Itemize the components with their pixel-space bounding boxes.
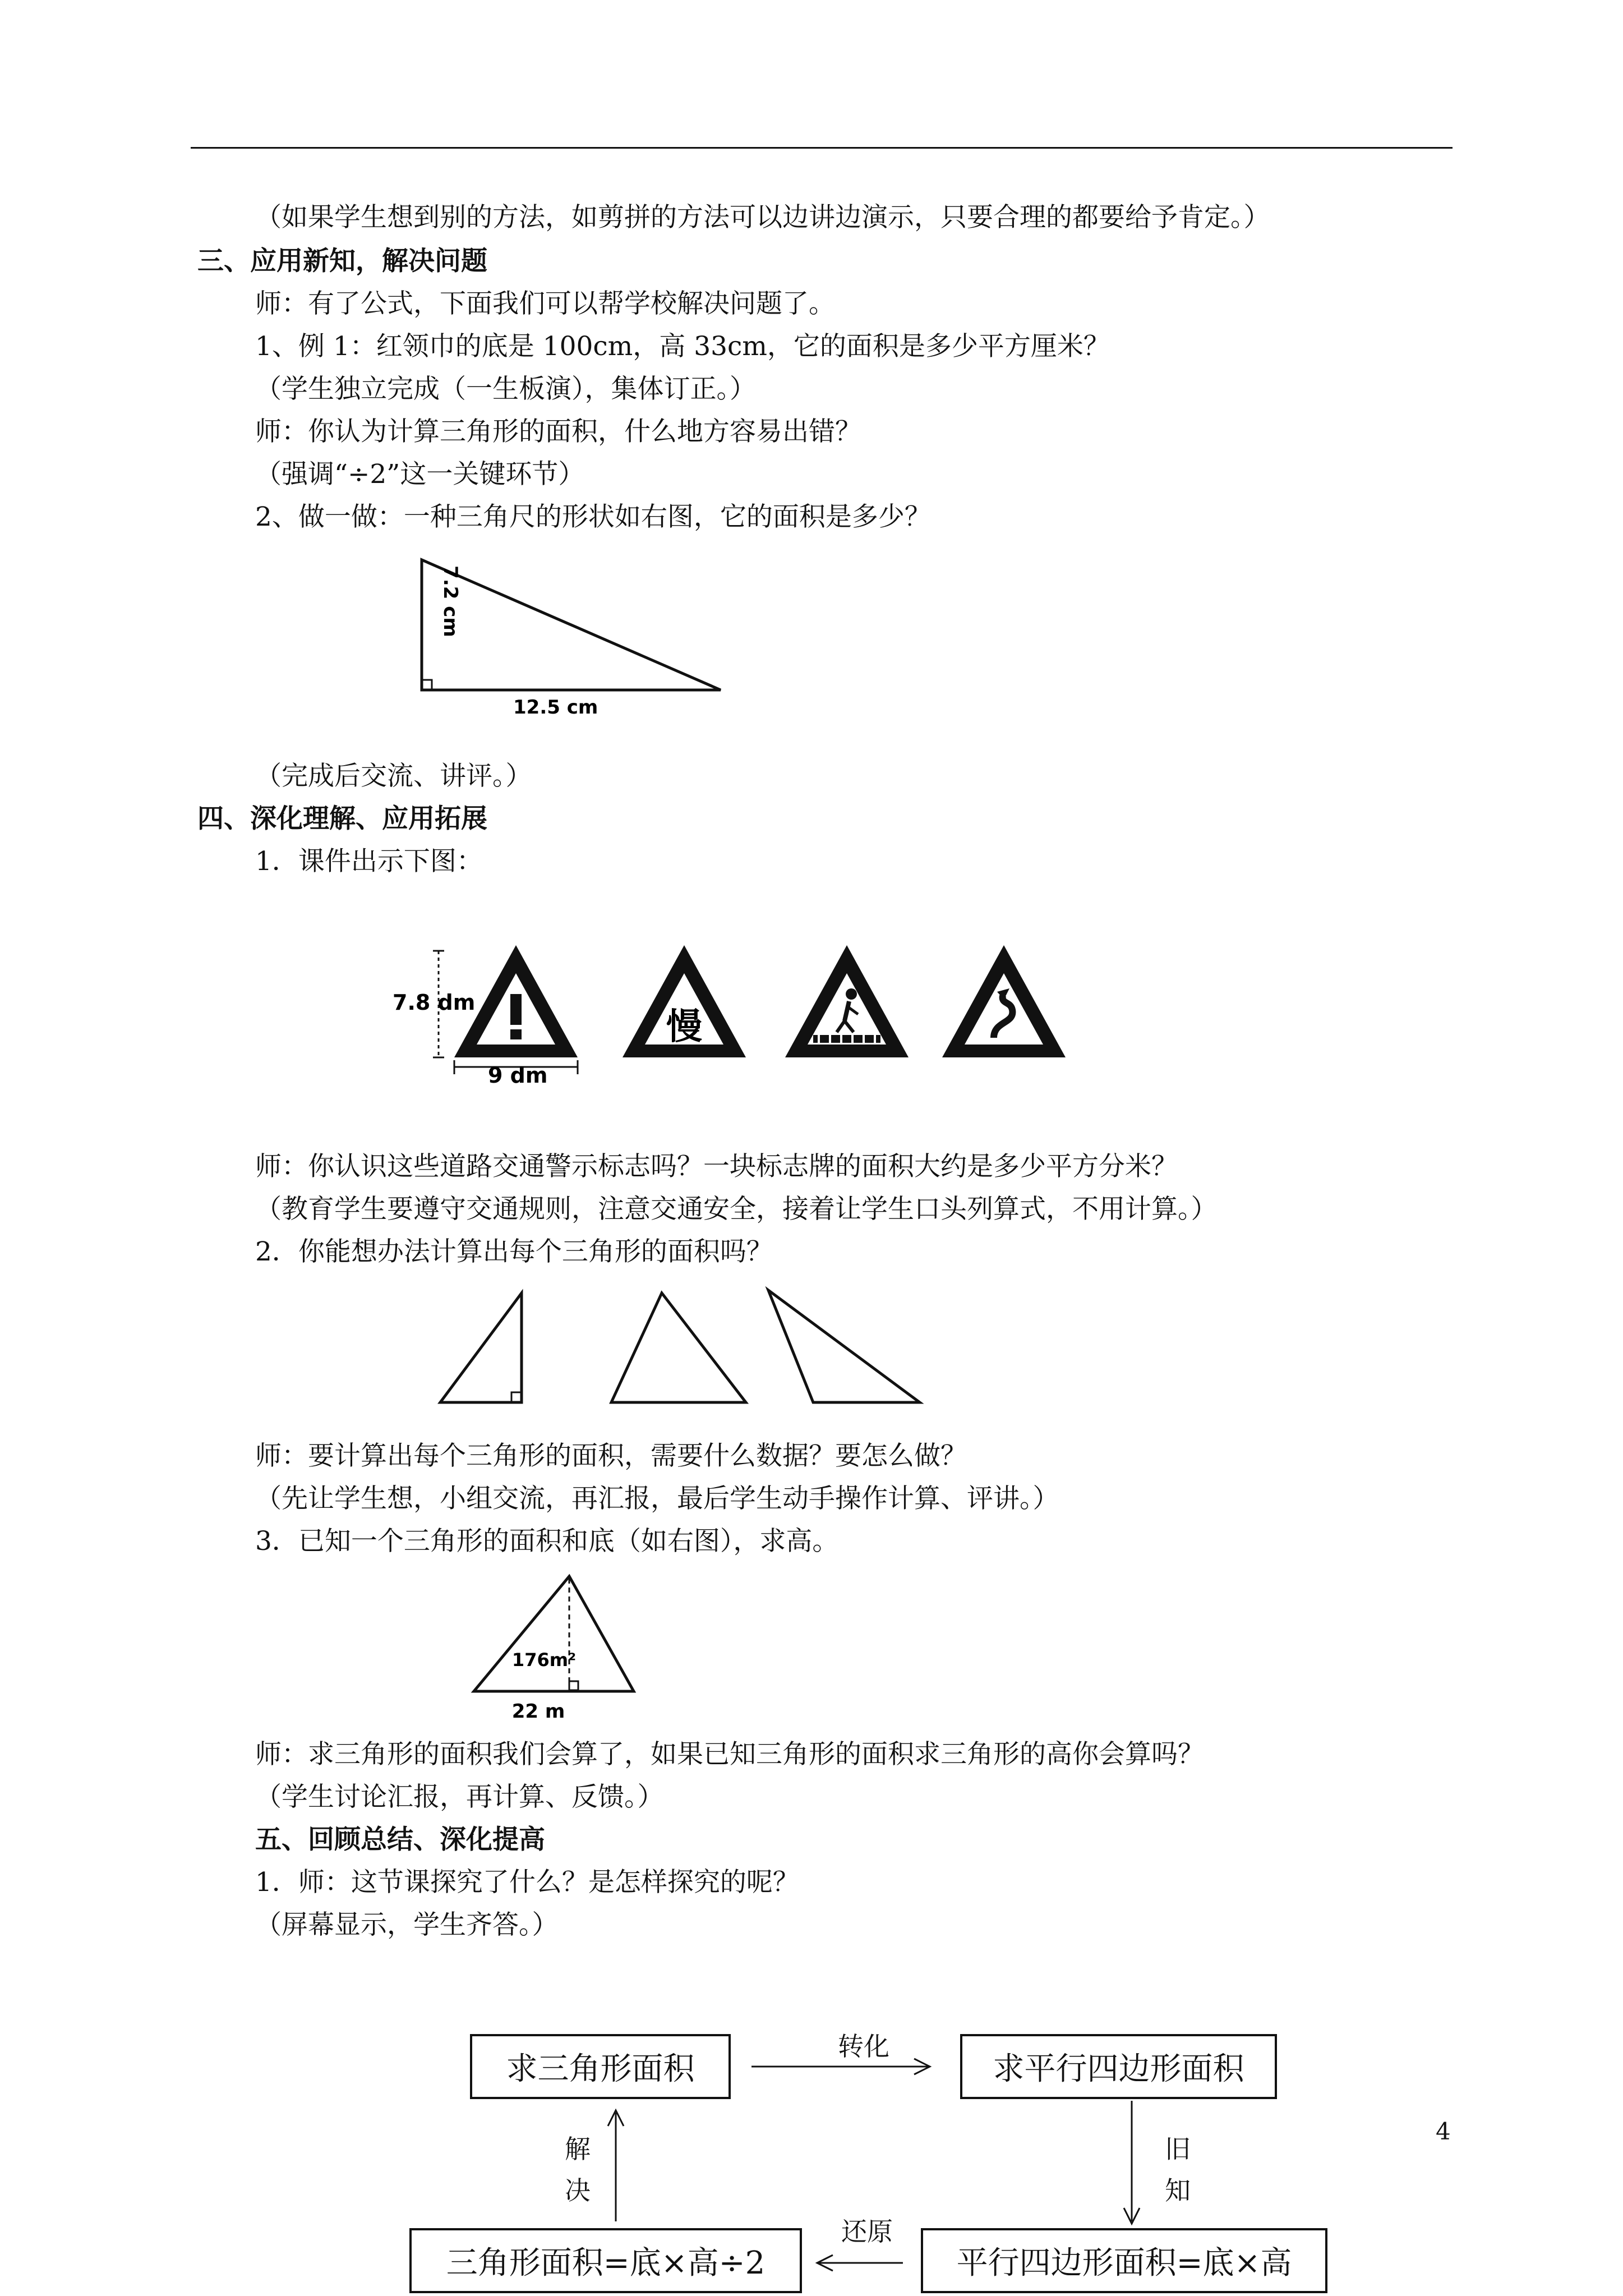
section-heading-4: 四、深化理解、应用拓展 [197,803,487,834]
paragraph: 1．课件出示下图： [255,846,483,877]
flow-box-triangle-area: 求三角形面积 [470,2034,731,2099]
area-label: 176m² [511,1649,577,1671]
paragraph: 师：你认识这些道路交通警示标志吗？一块标志牌的面积大约是多少平方分米？ [255,1151,1178,1182]
sign-base-label: 9 dm [488,1063,548,1088]
right-angle-mark [422,680,432,690]
right-triangle [440,1293,522,1402]
paragraph: 1、例 1：红领巾的底是 100cm，高 33cm，它的面积是多少平方厘米？ [255,331,1110,362]
obtuse-triangle [768,1290,920,1402]
paragraph: （如果学生想到别的方法，如剪拼的方法可以边讲边演示，只要合理的都要给予肯定。） [255,202,1270,233]
paragraph: 2．你能想办法计算出每个三角形的面积吗？ [255,1236,773,1267]
paragraph: （教育学生要遵守交通规则，注意交通安全，接着让学生口头列算式，不用计算。） [255,1194,1218,1225]
section-heading-3: 三、应用新知，解决问题 [197,246,487,277]
right-angle-mark [569,1681,578,1690]
paragraph: 师：要计算出每个三角形的面积，需要什么数据？要怎么做？ [255,1441,967,1471]
paragraph: （学生讨论汇报，再计算、反馈。） [255,1782,664,1812]
arrow-label-old-2: 知 [1165,2175,1191,2206]
paragraph: （学生独立完成（一生板演），集体订正。） [255,374,756,404]
paragraph: 1．师：这节课探究了什么？是怎样探究的呢？ [255,1867,799,1898]
ruler-triangle-figure [393,550,763,718]
paragraph: 师：求三角形的面积我们会算了，如果已知三角形的面积求三角形的高你会算吗？ [255,1739,1204,1770]
section-heading-5: 五、回顾总结、深化提高 [255,1824,545,1855]
paragraph: （先让学生想，小组交流，再汇报，最后学生动手操作计算、评讲。） [255,1483,1059,1514]
traffic-signs-figure [393,920,1099,1088]
arrow-label-convert: 转化 [838,2031,889,2062]
area-triangle-figure [465,1571,645,1728]
arrow-label-old-1: 旧 [1165,2134,1191,2164]
arrow-label-solve-1: 解 [565,2134,591,2164]
flow-box-parallelogram-formula: 平行四边形面积=底×高 [921,2228,1327,2293]
paragraph: 师：有了公式，下面我们可以帮学校解决问题了。 [255,288,835,319]
arrow-label-restore: 还原 [841,2216,893,2247]
arrow-label-solve-2: 决 [565,2175,591,2206]
page-number: 4 [1436,2118,1451,2145]
right-angle-mark [511,1392,522,1402]
area-triangle [474,1576,634,1691]
ruler-height-label: 7.2 cm [439,565,462,637]
header-rule [191,147,1453,149]
flow-box-triangle-formula: 三角形面积=底×高÷2 [409,2228,802,2293]
paragraph: （强调“÷2”这一关键环节） [255,459,585,490]
sign-slow-char: 慢 [666,1006,702,1048]
sign-height-label: 7.8 dm [393,990,476,1015]
warning-sign-pedestrian [785,945,909,1057]
acute-triangle [611,1293,746,1402]
area-base-label: 22 m [511,1700,565,1723]
paragraph: （屏幕显示，学生齐答。） [255,1910,559,1940]
paragraph: （完成后交流、讲评。） [255,761,532,792]
flow-box-parallelogram-area: 求平行四边形面积 [960,2034,1277,2099]
three-triangles-figure [432,1285,937,1414]
paragraph: 3．已知一个三角形的面积和底（如右图），求高。 [255,1526,839,1557]
paragraph: 师：你认为计算三角形的面积，什么地方容易出错？ [255,416,861,447]
warning-sign-slow [623,945,746,1057]
ruler-triangle [422,560,721,690]
warning-sign-curve [942,945,1066,1057]
ruler-base-label: 12.5 cm [513,696,598,719]
flow-arrows [0,2019,1623,2296]
paragraph: 2、做一做：一种三角尺的形状如右图，它的面积是多少？ [255,501,931,532]
